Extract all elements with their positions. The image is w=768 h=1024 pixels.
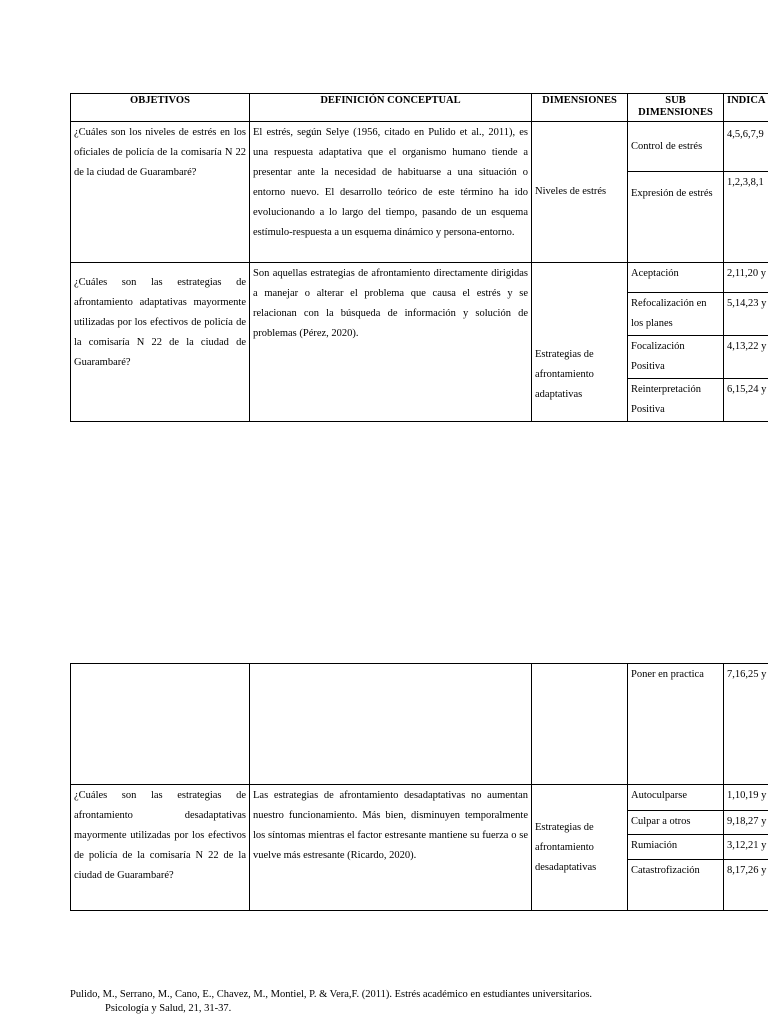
indicator-cell: 5,14,23 y — [724, 293, 768, 336]
dimension-cell: Estrategias de afrontamiento desadaptativas — [532, 785, 628, 911]
indicator-cell: 9,18,27 y — [724, 811, 768, 835]
header-objetivos: OBJETIVOS — [71, 94, 250, 122]
reference-line-1: Pulido, M., Serrano, M., Cano, E., Chavez, M., Montiel, P. & Vera,F. (2011). Estrés académico en estudiantes universitarios. — [70, 989, 593, 1000]
objetivo-cell: ¿Cuáles son los niveles de estrés en los oficiales de policía de la comisaría N 22 de la ciudad de Guarambaré? — [71, 122, 250, 263]
subdimension-cell: Reinterpretación Positiva — [628, 379, 724, 422]
dimension-cell: Niveles de estrés — [532, 122, 628, 263]
definicion-cell: Las estrategias de afrontamiento desadaptativas no aumentan nuestro funcionamiento. Más bien, disminuyen temporalmente los síntomas mientras el factor estresante mantiene su fuerza o se vuelve más estresante (Ricardo, 2020). — [250, 785, 532, 911]
subdimension-cell: Autoculparse — [628, 785, 724, 811]
indicator-cell: 4,13,22 y — [724, 336, 768, 379]
indicator-cell: 4,5,6,7,9 — [724, 122, 768, 172]
definicion-cell: El estrés, según Selye (1956, citado en Pulido et al., 2011), es una respuesta adaptativa que el organismo humano tiende a presentar ante la necesidad de habituarse a una situación o entorno nuevo. El desarrollo teórico de este término ha ido evolucionando a lo largo del tiempo, pasando de un esquema estímulo-respuesta a un esquema dinámico y persona-entorno. — [250, 122, 532, 263]
header-subdimensiones: SUB DIMENSIONES — [628, 94, 724, 122]
objetivo-cell: ¿Cuáles son las estrategias de afrontamiento desadaptativas mayormente utilizadas por los efectivos de policía de la comisaría N 22 de la ciudad de Guarambaré? — [71, 785, 250, 911]
subdimension-cell: Control de estrés — [628, 122, 724, 172]
objetivo-cell: ¿Cuáles son las estrategias de afrontamiento adaptativas mayormente utilizadas por los efectivos de policía de la comisaría N 22 de la ciudad de Guarambaré? — [71, 263, 250, 422]
table-row — [71, 263, 768, 293]
reference-line-2: Psicología y Salud, 21, 31-37. — [105, 1003, 232, 1014]
indicator-cell: 1,2,3,8,1 — [724, 172, 768, 263]
subdimension-cell: Focalización Positiva — [628, 336, 724, 379]
subdimension-cell: Catastrofización — [628, 860, 724, 911]
operationalization-table-2 — [70, 663, 768, 911]
indicator-cell: 3,12,21 y — [724, 835, 768, 860]
header-dimensiones: DIMENSIONES — [532, 94, 628, 122]
subdimension-cell: Poner en practica — [628, 664, 724, 785]
header-definicion: DEFINICIÓN CONCEPTUAL — [250, 94, 532, 122]
table-row — [71, 664, 768, 785]
indicator-cell: 2,11,20 y — [724, 263, 768, 293]
header-row — [71, 94, 768, 122]
indicator-cell: 7,16,25 y — [724, 664, 768, 785]
operationalization-table-1 — [70, 93, 768, 422]
indicator-cell: 1,10,19 y — [724, 785, 768, 811]
subdimension-cell: Expresión de estrés — [628, 172, 724, 263]
subdimension-cell: Refocalización en los planes — [628, 293, 724, 336]
empty-cell — [532, 664, 628, 785]
subdimension-cell: Culpar a otros — [628, 811, 724, 835]
definicion-cell: Son aquellas estrategias de afrontamiento directamente dirigidas a manejar o alterar el problema que causa el estrés y se relacionan con la búsqueda de información y solución de problemas (Pérez, 2020). — [250, 263, 532, 422]
indicator-cell: 6,15,24 y — [724, 379, 768, 422]
table-row — [71, 785, 768, 811]
subdimension-cell: Aceptación — [628, 263, 724, 293]
empty-cell — [250, 664, 532, 785]
empty-cell — [71, 664, 250, 785]
reference-citation — [70, 988, 760, 1016]
subdimension-cell: Rumiación — [628, 835, 724, 860]
table-row — [71, 122, 768, 172]
header-indicadores: INDICA — [724, 94, 768, 122]
dimension-cell: Estrategias de afrontamiento adaptativas — [532, 263, 628, 422]
indicator-cell: 8,17,26 y — [724, 860, 768, 911]
